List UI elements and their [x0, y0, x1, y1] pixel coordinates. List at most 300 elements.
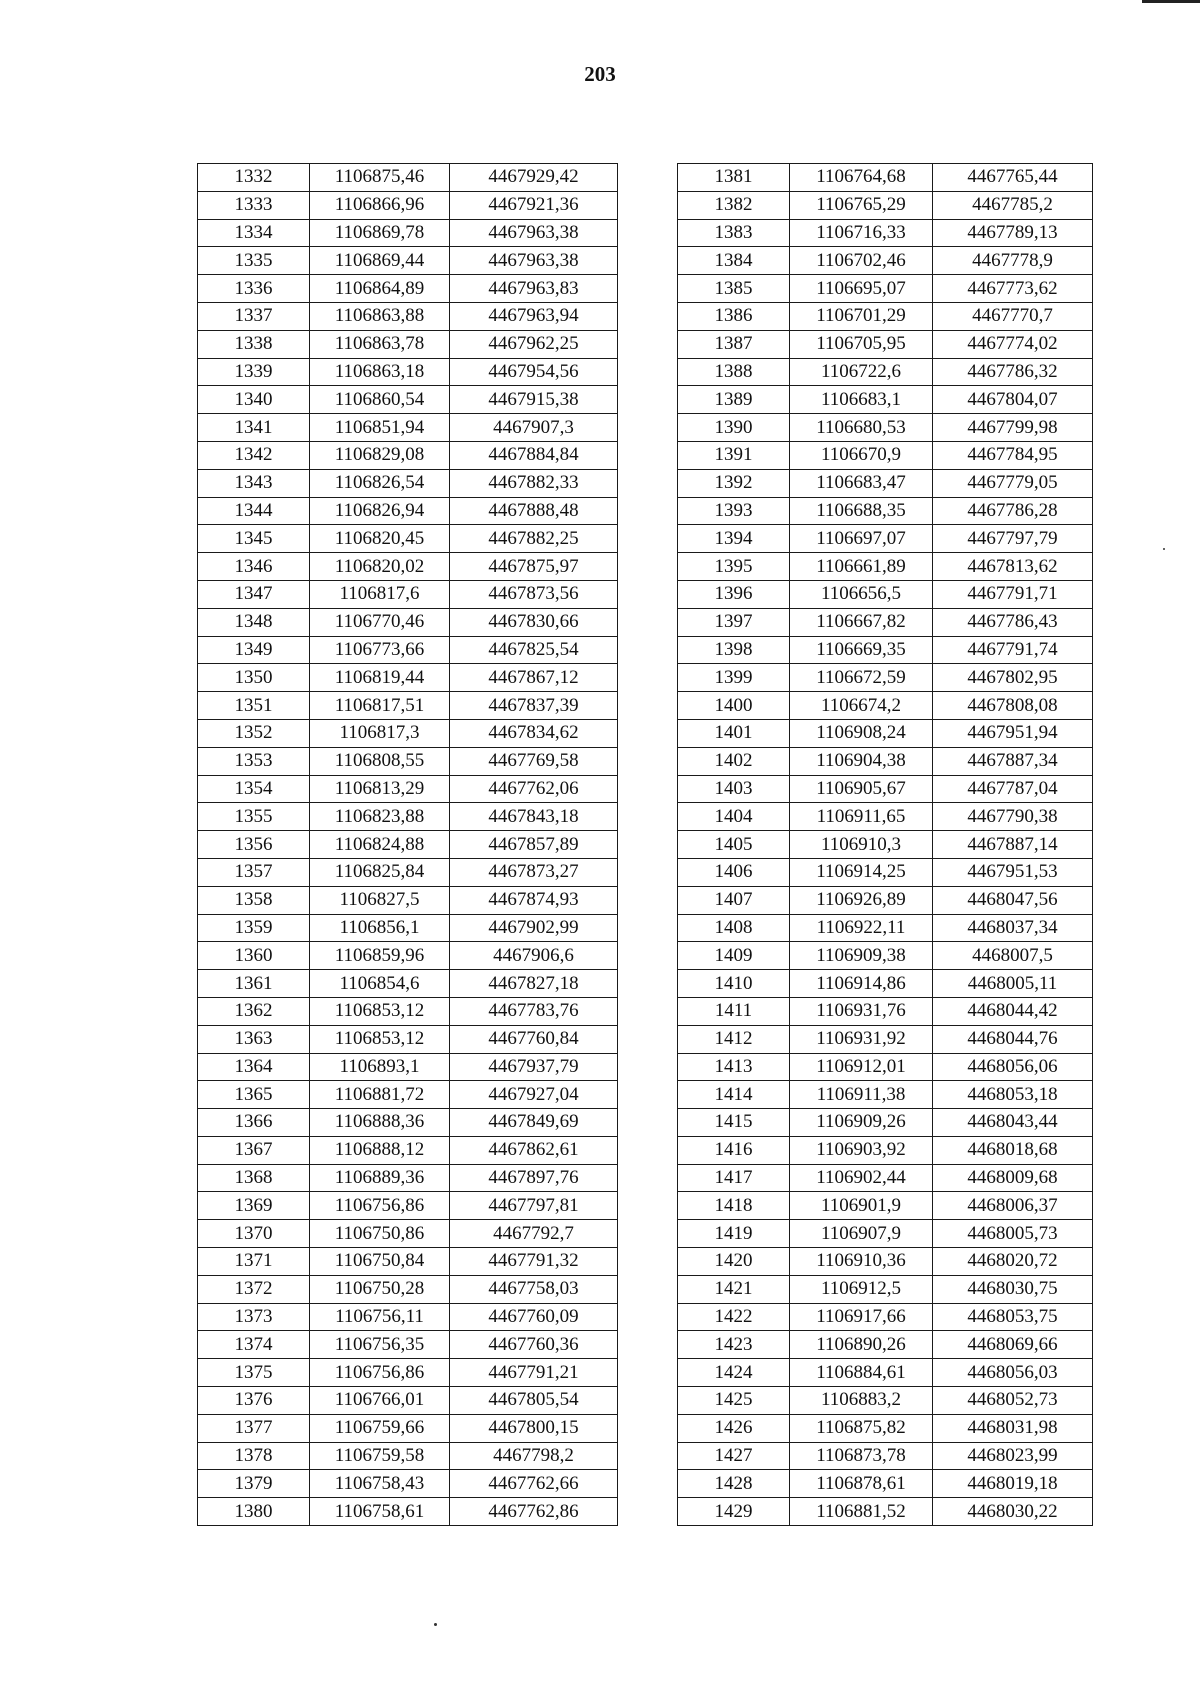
x-coordinate-cell: 1106888,36 [310, 1109, 450, 1137]
y-coordinate-cell: 4468006,37 [933, 1192, 1093, 1220]
point-number-cell: 1422 [678, 1303, 790, 1331]
table-row [198, 1164, 618, 1192]
point-number-cell: 1410 [678, 970, 790, 998]
point-number-cell: 1363 [198, 1025, 310, 1053]
y-coordinate-cell: 4467778,9 [933, 247, 1093, 275]
y-coordinate-cell: 4467837,39 [450, 692, 618, 720]
point-number-cell: 1423 [678, 1331, 790, 1359]
table-row [678, 191, 1093, 219]
table-row [678, 942, 1093, 970]
point-number-cell: 1358 [198, 886, 310, 914]
y-coordinate-cell: 4468009,68 [933, 1164, 1093, 1192]
x-coordinate-cell: 1106808,55 [310, 747, 450, 775]
y-coordinate-cell: 4467805,54 [450, 1387, 618, 1415]
x-coordinate-cell: 1106824,88 [310, 831, 450, 859]
table-row [198, 775, 618, 803]
y-coordinate-cell: 4467787,04 [933, 775, 1093, 803]
table-row [678, 1387, 1093, 1415]
table-row [198, 608, 618, 636]
table-row [678, 164, 1093, 192]
table-row [198, 330, 618, 358]
x-coordinate-cell: 1106750,84 [310, 1248, 450, 1276]
y-coordinate-cell: 4467797,79 [933, 525, 1093, 553]
point-number-cell: 1372 [198, 1275, 310, 1303]
point-number-cell: 1361 [198, 970, 310, 998]
table-row [198, 692, 618, 720]
table-row [678, 330, 1093, 358]
y-coordinate-cell: 4467769,58 [450, 747, 618, 775]
y-coordinate-cell: 4467843,18 [450, 803, 618, 831]
table-row [198, 719, 618, 747]
x-coordinate-cell: 1106869,78 [310, 219, 450, 247]
table-row [198, 1136, 618, 1164]
x-coordinate-cell: 1106758,61 [310, 1498, 450, 1526]
x-coordinate-cell: 1106829,08 [310, 441, 450, 469]
x-coordinate-cell: 1106860,54 [310, 386, 450, 414]
point-number-cell: 1345 [198, 525, 310, 553]
x-coordinate-cell: 1106859,96 [310, 942, 450, 970]
point-number-cell: 1368 [198, 1164, 310, 1192]
y-coordinate-cell: 4467954,56 [450, 358, 618, 386]
table-row [678, 1248, 1093, 1276]
x-coordinate-cell: 1106683,47 [790, 469, 933, 497]
x-coordinate-cell: 1106674,2 [790, 692, 933, 720]
y-coordinate-cell: 4467827,18 [450, 970, 618, 998]
table-row [198, 747, 618, 775]
point-number-cell: 1408 [678, 914, 790, 942]
table-row [198, 1275, 618, 1303]
point-number-cell: 1398 [678, 636, 790, 664]
table-row [198, 1414, 618, 1442]
x-coordinate-cell: 1106756,86 [310, 1192, 450, 1220]
table-row [198, 1025, 618, 1053]
table-row [678, 302, 1093, 330]
point-number-cell: 1348 [198, 608, 310, 636]
table-row [198, 1248, 618, 1276]
scan-speck [1163, 548, 1165, 550]
x-coordinate-cell: 1106716,33 [790, 219, 933, 247]
x-coordinate-cell: 1106883,2 [790, 1387, 933, 1415]
table-row [678, 1109, 1093, 1137]
table-row [198, 1220, 618, 1248]
point-number-cell: 1407 [678, 886, 790, 914]
point-number-cell: 1387 [678, 330, 790, 358]
point-number-cell: 1349 [198, 636, 310, 664]
point-number-cell: 1392 [678, 469, 790, 497]
x-coordinate-cell: 1106873,78 [790, 1442, 933, 1470]
table-row [678, 1442, 1093, 1470]
y-coordinate-cell: 4467873,56 [450, 580, 618, 608]
table-row [198, 302, 618, 330]
point-number-cell: 1336 [198, 275, 310, 303]
x-coordinate-cell: 1106813,29 [310, 775, 450, 803]
point-number-cell: 1351 [198, 692, 310, 720]
x-coordinate-cell: 1106702,46 [790, 247, 933, 275]
point-number-cell: 1388 [678, 358, 790, 386]
table-row [198, 942, 618, 970]
point-number-cell: 1417 [678, 1164, 790, 1192]
table-row [678, 441, 1093, 469]
table-row [198, 1331, 618, 1359]
x-coordinate-cell: 1106667,82 [790, 608, 933, 636]
x-coordinate-cell: 1106866,96 [310, 191, 450, 219]
point-number-cell: 1332 [198, 164, 310, 192]
table-row [678, 970, 1093, 998]
point-number-cell: 1377 [198, 1414, 310, 1442]
point-number-cell: 1416 [678, 1136, 790, 1164]
table-row [678, 1303, 1093, 1331]
x-coordinate-cell: 1106889,36 [310, 1164, 450, 1192]
point-number-cell: 1397 [678, 608, 790, 636]
x-coordinate-cell: 1106853,12 [310, 997, 450, 1025]
point-number-cell: 1334 [198, 219, 310, 247]
table-row [198, 886, 618, 914]
table-row [678, 692, 1093, 720]
table-row [198, 1303, 618, 1331]
table-row [678, 1164, 1093, 1192]
table-row [198, 553, 618, 581]
y-coordinate-cell: 4467963,38 [450, 219, 618, 247]
point-number-cell: 1401 [678, 719, 790, 747]
table-row [198, 191, 618, 219]
y-coordinate-cell: 4467790,38 [933, 803, 1093, 831]
x-coordinate-cell: 1106863,18 [310, 358, 450, 386]
point-number-cell: 1418 [678, 1192, 790, 1220]
x-coordinate-cell: 1106910,3 [790, 831, 933, 859]
x-coordinate-cell: 1106701,29 [790, 302, 933, 330]
x-coordinate-cell: 1106905,67 [790, 775, 933, 803]
table-row [678, 1470, 1093, 1498]
point-number-cell: 1347 [198, 580, 310, 608]
y-coordinate-cell: 4467929,42 [450, 164, 618, 192]
x-coordinate-cell: 1106773,66 [310, 636, 450, 664]
point-number-cell: 1337 [198, 302, 310, 330]
x-coordinate-cell: 1106911,38 [790, 1081, 933, 1109]
y-coordinate-cell: 4468043,44 [933, 1109, 1093, 1137]
point-number-cell: 1382 [678, 191, 790, 219]
x-coordinate-cell: 1106770,46 [310, 608, 450, 636]
table-row [678, 247, 1093, 275]
point-number-cell: 1414 [678, 1081, 790, 1109]
point-number-cell: 1384 [678, 247, 790, 275]
x-coordinate-cell: 1106817,6 [310, 580, 450, 608]
point-number-cell: 1373 [198, 1303, 310, 1331]
x-coordinate-cell: 1106672,59 [790, 664, 933, 692]
x-coordinate-cell: 1106904,38 [790, 747, 933, 775]
x-coordinate-cell: 1106901,9 [790, 1192, 933, 1220]
point-number-cell: 1339 [198, 358, 310, 386]
point-number-cell: 1389 [678, 386, 790, 414]
y-coordinate-cell: 4468030,75 [933, 1275, 1093, 1303]
y-coordinate-cell: 4467804,07 [933, 386, 1093, 414]
x-coordinate-cell: 1106823,88 [310, 803, 450, 831]
table-row [198, 164, 618, 192]
table-row [678, 858, 1093, 886]
point-number-cell: 1386 [678, 302, 790, 330]
y-coordinate-cell: 4467915,38 [450, 386, 618, 414]
point-number-cell: 1374 [198, 1331, 310, 1359]
point-number-cell: 1340 [198, 386, 310, 414]
point-number-cell: 1355 [198, 803, 310, 831]
x-coordinate-cell: 1106926,89 [790, 886, 933, 914]
table-row [198, 469, 618, 497]
x-coordinate-cell: 1106764,68 [790, 164, 933, 192]
y-coordinate-cell: 4467813,62 [933, 553, 1093, 581]
table-row [678, 608, 1093, 636]
table-row [198, 1053, 618, 1081]
y-coordinate-cell: 4467873,27 [450, 858, 618, 886]
y-coordinate-cell: 4467907,3 [450, 414, 618, 442]
table-row [678, 386, 1093, 414]
table-row [678, 358, 1093, 386]
point-number-cell: 1335 [198, 247, 310, 275]
point-number-cell: 1371 [198, 1248, 310, 1276]
point-number-cell: 1376 [198, 1387, 310, 1415]
point-number-cell: 1383 [678, 219, 790, 247]
table-row [198, 1359, 618, 1387]
y-coordinate-cell: 4467921,36 [450, 191, 618, 219]
y-coordinate-cell: 4467770,7 [933, 302, 1093, 330]
point-number-cell: 1366 [198, 1109, 310, 1137]
y-coordinate-cell: 4467786,28 [933, 497, 1093, 525]
y-coordinate-cell: 4467951,94 [933, 719, 1093, 747]
table-row [198, 386, 618, 414]
x-coordinate-cell: 1106875,82 [790, 1414, 933, 1442]
table-row [678, 1053, 1093, 1081]
y-coordinate-cell: 4467963,83 [450, 275, 618, 303]
x-coordinate-cell: 1106750,28 [310, 1275, 450, 1303]
table-row [198, 664, 618, 692]
point-number-cell: 1367 [198, 1136, 310, 1164]
point-number-cell: 1354 [198, 775, 310, 803]
x-coordinate-cell: 1106888,12 [310, 1136, 450, 1164]
y-coordinate-cell: 4468053,75 [933, 1303, 1093, 1331]
y-coordinate-cell: 4467760,84 [450, 1025, 618, 1053]
y-coordinate-cell: 4467962,25 [450, 330, 618, 358]
x-coordinate-cell: 1106902,44 [790, 1164, 933, 1192]
x-coordinate-cell: 1106909,26 [790, 1109, 933, 1137]
y-coordinate-cell: 4467773,62 [933, 275, 1093, 303]
table-row [198, 275, 618, 303]
table-row [198, 580, 618, 608]
point-number-cell: 1411 [678, 997, 790, 1025]
table-row [198, 914, 618, 942]
point-number-cell: 1357 [198, 858, 310, 886]
y-coordinate-cell: 4467760,09 [450, 1303, 618, 1331]
x-coordinate-cell: 1106750,86 [310, 1220, 450, 1248]
table-row [678, 1414, 1093, 1442]
table-row [678, 1192, 1093, 1220]
point-number-cell: 1362 [198, 997, 310, 1025]
table-row [678, 914, 1093, 942]
y-coordinate-cell: 4467758,03 [450, 1275, 618, 1303]
y-coordinate-cell: 4468018,68 [933, 1136, 1093, 1164]
table-row [678, 747, 1093, 775]
point-number-cell: 1393 [678, 497, 790, 525]
y-coordinate-cell: 4467875,97 [450, 553, 618, 581]
y-coordinate-cell: 4467808,08 [933, 692, 1093, 720]
point-number-cell: 1409 [678, 942, 790, 970]
y-coordinate-cell: 4467783,76 [450, 997, 618, 1025]
x-coordinate-cell: 1106912,01 [790, 1053, 933, 1081]
point-number-cell: 1424 [678, 1359, 790, 1387]
point-number-cell: 1364 [198, 1053, 310, 1081]
y-coordinate-cell: 4467762,06 [450, 775, 618, 803]
point-number-cell: 1421 [678, 1275, 790, 1303]
x-coordinate-cell: 1106669,35 [790, 636, 933, 664]
y-coordinate-cell: 4467791,71 [933, 580, 1093, 608]
y-coordinate-cell: 4467760,36 [450, 1331, 618, 1359]
y-coordinate-cell: 4467884,84 [450, 441, 618, 469]
point-number-cell: 1391 [678, 441, 790, 469]
page-number: 203 [584, 62, 616, 86]
table-row [198, 1081, 618, 1109]
y-coordinate-cell: 4467902,99 [450, 914, 618, 942]
x-coordinate-cell: 1106863,78 [310, 330, 450, 358]
y-coordinate-cell: 4467887,34 [933, 747, 1093, 775]
y-coordinate-cell: 4467888,48 [450, 497, 618, 525]
table-row [198, 1498, 618, 1526]
point-number-cell: 1428 [678, 1470, 790, 1498]
y-coordinate-cell: 4467937,79 [450, 1053, 618, 1081]
point-number-cell: 1385 [678, 275, 790, 303]
x-coordinate-cell: 1106909,38 [790, 942, 933, 970]
y-coordinate-cell: 4468031,98 [933, 1414, 1093, 1442]
point-number-cell: 1365 [198, 1081, 310, 1109]
table-row [198, 831, 618, 859]
x-coordinate-cell: 1106766,01 [310, 1387, 450, 1415]
x-coordinate-cell: 1106917,66 [790, 1303, 933, 1331]
y-coordinate-cell: 4468019,18 [933, 1470, 1093, 1498]
y-coordinate-cell: 4467825,54 [450, 636, 618, 664]
point-number-cell: 1403 [678, 775, 790, 803]
table-row [198, 970, 618, 998]
x-coordinate-cell: 1106756,86 [310, 1359, 450, 1387]
y-coordinate-cell: 4467963,94 [450, 302, 618, 330]
y-coordinate-cell: 4467784,95 [933, 441, 1093, 469]
point-number-cell: 1396 [678, 580, 790, 608]
x-coordinate-cell: 1106656,5 [790, 580, 933, 608]
y-coordinate-cell: 4467798,2 [450, 1442, 618, 1470]
point-number-cell: 1346 [198, 553, 310, 581]
x-coordinate-cell: 1106759,58 [310, 1442, 450, 1470]
y-coordinate-cell: 4468007,5 [933, 942, 1093, 970]
table-row [678, 803, 1093, 831]
x-coordinate-cell: 1106817,51 [310, 692, 450, 720]
point-number-cell: 1419 [678, 1220, 790, 1248]
x-coordinate-cell: 1106910,36 [790, 1248, 933, 1276]
y-coordinate-cell: 4468023,99 [933, 1442, 1093, 1470]
x-coordinate-cell: 1106827,5 [310, 886, 450, 914]
point-number-cell: 1360 [198, 942, 310, 970]
point-number-cell: 1405 [678, 831, 790, 859]
point-number-cell: 1402 [678, 747, 790, 775]
y-coordinate-cell: 4467862,61 [450, 1136, 618, 1164]
x-coordinate-cell: 1106908,24 [790, 719, 933, 747]
x-coordinate-cell: 1106914,25 [790, 858, 933, 886]
y-coordinate-cell: 4467834,62 [450, 719, 618, 747]
x-coordinate-cell: 1106911,65 [790, 803, 933, 831]
x-coordinate-cell: 1106881,52 [790, 1498, 933, 1526]
y-coordinate-cell: 4467963,38 [450, 247, 618, 275]
point-number-cell: 1404 [678, 803, 790, 831]
x-coordinate-cell: 1106758,43 [310, 1470, 450, 1498]
table-row [678, 525, 1093, 553]
x-coordinate-cell: 1106903,92 [790, 1136, 933, 1164]
x-coordinate-cell: 1106931,92 [790, 1025, 933, 1053]
point-number-cell: 1353 [198, 747, 310, 775]
point-number-cell: 1406 [678, 858, 790, 886]
y-coordinate-cell: 4467927,04 [450, 1081, 618, 1109]
y-coordinate-cell: 4467791,74 [933, 636, 1093, 664]
table-row [678, 886, 1093, 914]
y-coordinate-cell: 4468037,34 [933, 914, 1093, 942]
table-row [678, 553, 1093, 581]
coordinates-table-left [197, 163, 618, 1526]
table-row [198, 497, 618, 525]
y-coordinate-cell: 4467786,43 [933, 608, 1093, 636]
point-number-cell: 1338 [198, 330, 310, 358]
table-row [678, 1359, 1093, 1387]
table-row [678, 1331, 1093, 1359]
x-coordinate-cell: 1106765,29 [790, 191, 933, 219]
point-number-cell: 1333 [198, 191, 310, 219]
x-coordinate-cell: 1106864,89 [310, 275, 450, 303]
x-coordinate-cell: 1106756,11 [310, 1303, 450, 1331]
y-coordinate-cell: 4467897,76 [450, 1164, 618, 1192]
table-row [678, 1136, 1093, 1164]
x-coordinate-cell: 1106759,66 [310, 1414, 450, 1442]
x-coordinate-cell: 1106863,88 [310, 302, 450, 330]
x-coordinate-cell: 1106912,5 [790, 1275, 933, 1303]
table-row [678, 580, 1093, 608]
point-number-cell: 1400 [678, 692, 790, 720]
x-coordinate-cell: 1106680,53 [790, 414, 933, 442]
y-coordinate-cell: 4468056,03 [933, 1359, 1093, 1387]
x-coordinate-cell: 1106705,95 [790, 330, 933, 358]
point-number-cell: 1369 [198, 1192, 310, 1220]
y-coordinate-cell: 4467906,6 [450, 942, 618, 970]
table-row [198, 803, 618, 831]
table-row [678, 1275, 1093, 1303]
y-coordinate-cell: 4468044,42 [933, 997, 1093, 1025]
point-number-cell: 1378 [198, 1442, 310, 1470]
point-number-cell: 1394 [678, 525, 790, 553]
y-coordinate-cell: 4467887,14 [933, 831, 1093, 859]
table-row [678, 497, 1093, 525]
table-row [198, 1387, 618, 1415]
table-row [678, 719, 1093, 747]
table-row [678, 636, 1093, 664]
table-row [198, 1442, 618, 1470]
table-row [198, 636, 618, 664]
y-coordinate-cell: 4467762,86 [450, 1498, 618, 1526]
x-coordinate-cell: 1106878,61 [790, 1470, 933, 1498]
y-coordinate-cell: 4467882,33 [450, 469, 618, 497]
y-coordinate-cell: 4467867,12 [450, 664, 618, 692]
point-number-cell: 1370 [198, 1220, 310, 1248]
y-coordinate-cell: 4467800,15 [450, 1414, 618, 1442]
x-coordinate-cell: 1106826,94 [310, 497, 450, 525]
y-coordinate-cell: 4468005,11 [933, 970, 1093, 998]
point-number-cell: 1415 [678, 1109, 790, 1137]
y-coordinate-cell: 4467789,13 [933, 219, 1093, 247]
y-coordinate-cell: 4467762,66 [450, 1470, 618, 1498]
table-row [678, 1220, 1093, 1248]
point-number-cell: 1379 [198, 1470, 310, 1498]
table-row [678, 414, 1093, 442]
x-coordinate-cell: 1106890,26 [790, 1331, 933, 1359]
